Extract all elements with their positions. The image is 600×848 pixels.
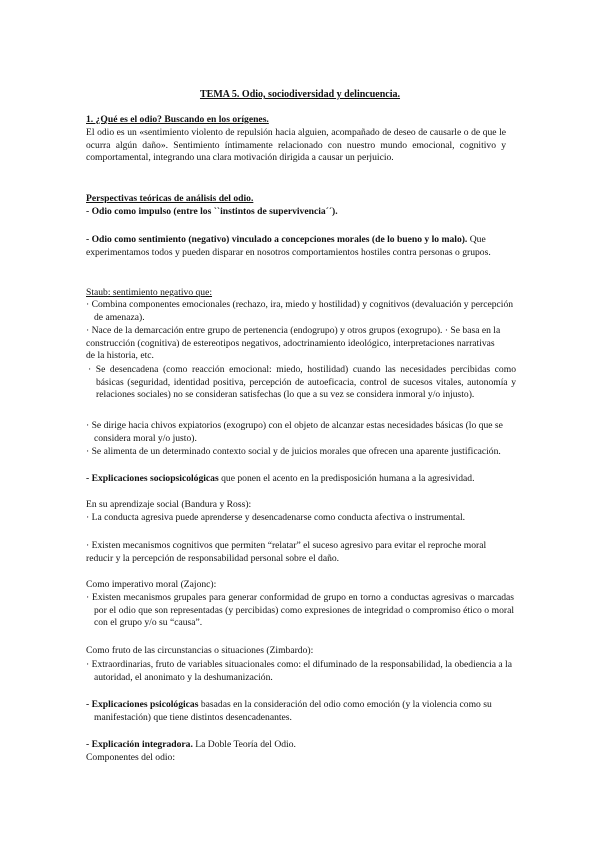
zajonc-item-1: · Existen mecanismos grupales para generar conformidad de grupo en torno a conductas agresivas o marcadas por el odio que son representadas (y percibidas) como expresiones de integridad o compromiso ético o moral con el grupo y/o su “causa”. xyxy=(86,592,514,629)
zimbardo-item-1: · Extraordinarias, fruto de variables situacionales como: el difuminado de la responsabilidad, la obediencia a la autoridad, el anonimato y la deshumanización. xyxy=(86,659,512,683)
bandura-item-1: · La conducta agresiva puede aprenderse y desencadenarse como conducta afectiva o instrumental. xyxy=(86,512,466,523)
hate-as-sentiment-rest: Que experimentamos todos y pueden disparar en nosotros comportamientos hostiles contra personas o grupos. xyxy=(86,234,491,258)
hate-as-sentiment xyxy=(86,234,506,259)
psychosocial-explanations-rest: que ponen el acento en la predisposición humana a la agresividad. xyxy=(218,473,475,484)
psychosocial-explanations-bold: - Explicaciones sociopsicológicas xyxy=(86,473,219,484)
integrative-explanation-bold: - Explicación integradora. xyxy=(86,739,193,750)
zajonc-heading: Como imperativo moral (Zajonc): xyxy=(86,579,217,590)
psychosocial-explanations xyxy=(86,473,514,486)
staub-item-4: · Se dirige hacia chivos expiatorios (exogrupo) con el objeto de alcanzar estas necesidades básicas (lo que se considera moral y/o justo). xyxy=(86,420,503,444)
integrative-explanation xyxy=(86,739,506,752)
psychological-explanations-bold: - Explicaciones psicológicas xyxy=(86,699,199,710)
section-heading-what-is-hate: 1. ¿Qué es el odio? Buscando en los orígenes. xyxy=(86,114,269,125)
staub-item-3: · Se desencadena (como reacción emocional: miedo, hostilidad) cuando las necesidades percibidas como básicas (seguridad, identidad positiva, percepción de autoeficacia, control de sucesos vitales, autonomía y relaciones sociales) no se consideran satisfechas (lo que a su vez se considera inmoral y/o injusto). xyxy=(88,364,516,401)
staub-item-5: · Se alimenta de un determinado contexto social y de juicios morales que ofrecen una aparente justificación. xyxy=(86,446,501,457)
staub-item-2: · Nace de la demarcación entre grupo de pertenencia (endogrupo) y otros grupos (exogrupo). · Se basa en la construcción (cognitiva) de estereotipos negativos, adoctrinamiento ideológico, interpretaciones narrativas de la historia, etc. xyxy=(86,325,501,362)
components-heading: Componentes del odio: xyxy=(86,752,175,763)
hate-definition-paragraph: El odio es un «sentimiento violento de repulsión hacia alguien, acompañado de deseo de causarle o de que le ocurra algún daño». Sentimiento íntimamente relacionado con nuestro mundo emocional, cognitivo y comportamental, integrando una clara motivación dirigida a causar un perjuicio. xyxy=(86,127,506,164)
perspectives-heading: Perspectivas teóricas de análisis del odio. xyxy=(86,193,254,204)
zimbardo-heading: Como fruto de las circunstancias o situaciones (Zimbardo): xyxy=(86,645,314,656)
hate-as-sentiment-bold: - Odio como sentimiento (negativo) vinculado a concepciones morales (de lo bueno y lo malo). xyxy=(86,234,468,245)
psychological-explanations xyxy=(86,699,514,724)
staub-heading: Staub: sentimiento negativo que: xyxy=(86,287,213,298)
psychological-explanations-rest: basadas en la consideración del odio como emoción (y la violencia como su manifestación) que tiene distintos desencadenantes. xyxy=(94,699,492,723)
bandura-heading: En su aprendizaje social (Bandura y Ross): xyxy=(86,499,252,510)
bandura-item-2: · Existen mecanismos cognitivos que permiten “relatar” el suceso agresivo para evitar el reproche moral reducir y la percepción de responsabilidad personal sobre el daño. xyxy=(86,540,487,564)
integrative-explanation-rest: La Doble Teoría del Odio. xyxy=(192,739,296,750)
hate-as-impulse: - Odio como impulso (entre los ``instintos de supervivencia´´). xyxy=(86,206,338,217)
document-title: TEMA 5. Odio, sociodiversidad y delincuencia. xyxy=(199,89,401,100)
staub-item-1: · Combina componentes emocionales (rechazo, ira, miedo y hostilidad) y cognitivos (devaluación y percepción de amenaza). xyxy=(86,299,514,323)
